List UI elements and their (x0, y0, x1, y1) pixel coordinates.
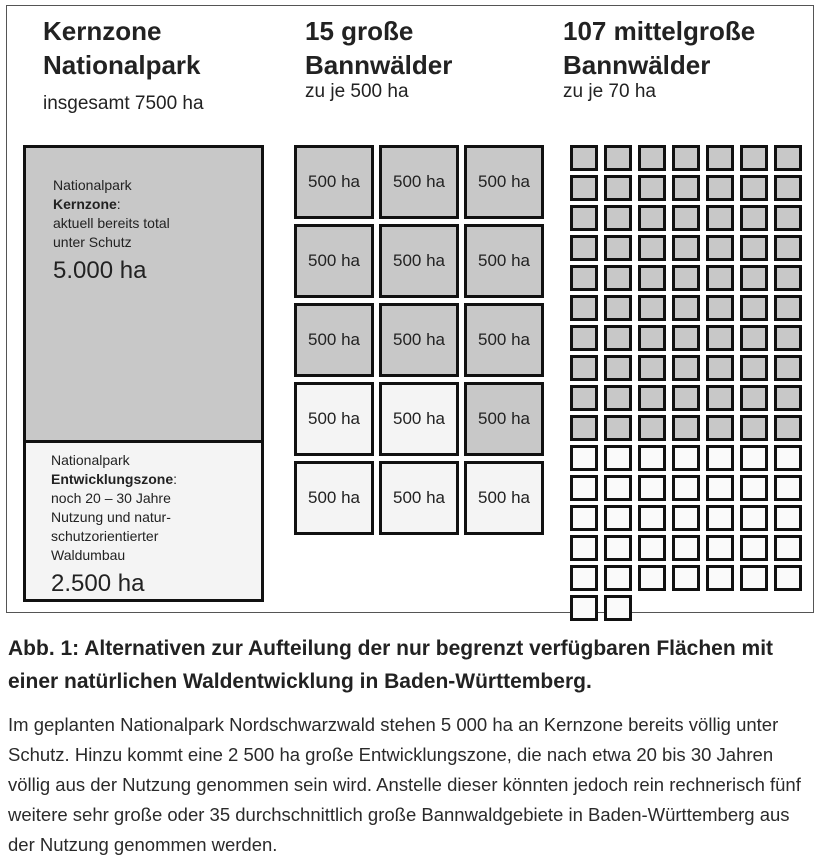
kernzone-line: Nationalpark (53, 177, 132, 193)
medium-forest-cell (774, 265, 802, 291)
medium-forest-cell (740, 415, 768, 441)
medium-forest-cell (604, 325, 632, 351)
medium-forest-cell (672, 295, 700, 321)
medium-forest-cell (672, 535, 700, 561)
entwicklungszone-line: noch 20 – 30 Jahre (51, 490, 171, 506)
kernzone-colon: : (116, 196, 121, 212)
medium-forest-cell (706, 385, 734, 411)
kernzone-block (23, 145, 264, 443)
entwicklungszone-line: Nationalpark (51, 452, 130, 468)
large-forest-cell: 500 ha (294, 382, 374, 456)
medium-forest-cell (774, 205, 802, 231)
medium-forest-cell (638, 355, 666, 381)
medium-forest-cell (740, 205, 768, 231)
large-forest-cell: 500 ha (464, 303, 544, 377)
medium-forest-cell (774, 385, 802, 411)
column-title-medium-forests (563, 14, 755, 82)
large-forest-cell: 500 ha (294, 303, 374, 377)
medium-forest-cell (604, 295, 632, 321)
entwicklungszone-description (51, 451, 177, 599)
column-subtitle-large-forests: zu je 500 ha (305, 81, 409, 102)
medium-forest-cell (604, 175, 632, 201)
medium-forest-cell (672, 145, 700, 171)
large-forest-cell: 500 ha (464, 145, 544, 219)
medium-forest-cell (706, 235, 734, 261)
medium-forest-cell (570, 145, 598, 171)
medium-forest-cell (570, 235, 598, 261)
medium-forest-cell (774, 535, 802, 561)
medium-forest-cell (570, 385, 598, 411)
medium-forest-cell (570, 475, 598, 501)
medium-forest-cell (638, 415, 666, 441)
column-title-kernzone (43, 14, 201, 82)
medium-forest-cell (740, 355, 768, 381)
medium-forest-cell (774, 565, 802, 591)
medium-forest-cell (604, 385, 632, 411)
kernzone-size: 5.000 ha (53, 257, 147, 284)
column-title-line: 107 mittelgroße (563, 16, 756, 46)
medium-forest-cell (638, 475, 666, 501)
large-forest-cell: 500 ha (379, 224, 459, 298)
medium-forest-cell (706, 565, 734, 591)
medium-forest-grid (570, 145, 800, 589)
medium-forest-cell (706, 415, 734, 441)
large-forest-cell: 500 ha (294, 461, 374, 535)
medium-forest-cell (570, 535, 598, 561)
large-forest-cell: 500 ha (464, 461, 544, 535)
medium-forest-cell (672, 325, 700, 351)
medium-forest-cell (672, 235, 700, 261)
entwicklungszone-line: schutzorientierter (51, 528, 159, 544)
medium-forest-cell (638, 205, 666, 231)
large-forest-cell: 500 ha (379, 461, 459, 535)
medium-forest-cell (774, 355, 802, 381)
medium-forest-cell (604, 595, 632, 621)
medium-forest-cell (638, 565, 666, 591)
large-forest-cell: 500 ha (379, 145, 459, 219)
medium-forest-cell (672, 385, 700, 411)
entwicklungszone-line: Nutzung und natur- (51, 509, 171, 525)
figure-caption-title: Abb. 1: Alternativen zur Aufteilung der nur begrenzt verfügbaren Flächen mit einer natürlichen Waldentwicklung in Baden-Württemberg. (8, 637, 774, 693)
large-forest-cell: 500 ha (379, 303, 459, 377)
column-title-line: Kernzone (43, 16, 162, 46)
medium-forest-cell (706, 325, 734, 351)
medium-forest-cell (740, 265, 768, 291)
medium-forest-cell (740, 295, 768, 321)
medium-forest-cell (706, 505, 734, 531)
medium-forest-cell (604, 265, 632, 291)
medium-forest-cell (774, 445, 802, 471)
medium-forest-cell (706, 355, 734, 381)
large-forest-cell: 500 ha (464, 382, 544, 456)
medium-forest-cell (672, 355, 700, 381)
figure-panel (6, 5, 814, 613)
medium-forest-cell (638, 175, 666, 201)
medium-forest-cell (638, 535, 666, 561)
medium-forest-cell (672, 505, 700, 531)
medium-forest-cell (774, 175, 802, 201)
column-title-line: Bannwälder (563, 50, 711, 80)
medium-forest-cell (604, 475, 632, 501)
entwicklungszone-strong-label: Entwicklungszone (51, 471, 174, 487)
medium-forest-cell (570, 565, 598, 591)
kernzone-description (53, 176, 170, 286)
medium-forest-cell (774, 235, 802, 261)
figure-caption-body: Im geplanten Nationalpark Nordschwarzwald stehen 5 000 ha an Kernzone bereits völlig unter Schutz. Hinzu kommt eine 2 500 ha große Entwicklungszone, die nach etwa 20 bis 30 Jahren völlig aus der Nutzung genommen sein wird. Anstelle dieser könnten jedoch rein rechnerisch fünf weitere sehr große oder 35 durchschnittlich große Bannwaldgebiete in Baden-Württemberg aus der Nutzung genommen werden. (8, 714, 801, 855)
medium-forest-cell (706, 535, 734, 561)
entwicklungszone-block (23, 440, 264, 602)
column-title-large-forests (305, 14, 452, 82)
medium-forest-cell (740, 565, 768, 591)
medium-forest-cell (570, 355, 598, 381)
medium-forest-cell (570, 415, 598, 441)
medium-forest-cell (774, 415, 802, 441)
medium-forest-cell (638, 145, 666, 171)
medium-forest-cell (706, 475, 734, 501)
medium-forest-cell (638, 385, 666, 411)
large-forest-cell: 500 ha (294, 145, 374, 219)
medium-forest-cell (638, 265, 666, 291)
medium-forest-cell (570, 205, 598, 231)
medium-forest-cell (740, 325, 768, 351)
medium-forest-cell (672, 565, 700, 591)
medium-forest-cell (740, 235, 768, 261)
medium-forest-cell (638, 445, 666, 471)
kernzone-strong-label: Kernzone (53, 196, 117, 212)
medium-forest-cell (604, 355, 632, 381)
large-forest-cell: 500 ha (464, 224, 544, 298)
medium-forest-cell (570, 265, 598, 291)
medium-forest-cell (570, 295, 598, 321)
medium-forest-cell (604, 535, 632, 561)
medium-forest-cell (604, 445, 632, 471)
medium-forest-cell (570, 175, 598, 201)
medium-forest-cell (604, 415, 632, 441)
medium-forest-cell (740, 175, 768, 201)
medium-forest-cell (604, 235, 632, 261)
kernzone-line: unter Schutz (53, 234, 132, 250)
large-forest-cell: 500 ha (294, 224, 374, 298)
medium-forest-cell (604, 205, 632, 231)
medium-forest-cell (672, 415, 700, 441)
medium-forest-cell (570, 505, 598, 531)
medium-forest-cell (740, 475, 768, 501)
kernzone-line: aktuell bereits total (53, 215, 170, 231)
medium-forest-cell (740, 505, 768, 531)
medium-forest-cell (672, 475, 700, 501)
medium-forest-cell (774, 475, 802, 501)
medium-forest-cell (774, 505, 802, 531)
entwicklungszone-line: Waldumbau (51, 547, 126, 563)
medium-forest-cell (706, 175, 734, 201)
medium-forest-cell (706, 205, 734, 231)
medium-forest-cell (774, 145, 802, 171)
large-forest-cell: 500 ha (379, 382, 459, 456)
large-forest-grid (294, 145, 546, 535)
column-subtitle-medium-forests: zu je 70 ha (563, 81, 656, 102)
medium-forest-cell (570, 595, 598, 621)
medium-forest-cell (740, 535, 768, 561)
medium-forest-cell (706, 265, 734, 291)
medium-forest-cell (570, 325, 598, 351)
entwicklungszone-size: 2.500 ha (51, 570, 145, 597)
medium-forest-cell (740, 445, 768, 471)
medium-forest-cell (706, 145, 734, 171)
entwicklungszone-line-label (51, 470, 177, 489)
medium-forest-cell (740, 385, 768, 411)
column-subtitle-kernzone: insgesamt 7500 ha (43, 93, 204, 114)
column-title-line: 15 große (305, 16, 414, 46)
medium-forest-cell (604, 505, 632, 531)
medium-forest-cell (672, 265, 700, 291)
medium-forest-cell (638, 295, 666, 321)
medium-forest-cell (604, 145, 632, 171)
medium-forest-cell (774, 295, 802, 321)
medium-forest-cell (638, 235, 666, 261)
column-title-line: Bannwälder (305, 50, 453, 80)
medium-forest-cell (672, 175, 700, 201)
kernzone-line-label (53, 195, 170, 214)
medium-forest-cell (672, 445, 700, 471)
medium-forest-cell (638, 325, 666, 351)
medium-forest-cell (672, 205, 700, 231)
medium-forest-cell (638, 505, 666, 531)
medium-forest-cell (570, 445, 598, 471)
column-title-line: Nationalpark (43, 50, 201, 80)
medium-forest-cell (774, 325, 802, 351)
entwicklungszone-colon: : (173, 471, 178, 487)
medium-forest-cell (706, 445, 734, 471)
medium-forest-cell (706, 295, 734, 321)
medium-forest-cell (740, 145, 768, 171)
medium-forest-cell (604, 565, 632, 591)
